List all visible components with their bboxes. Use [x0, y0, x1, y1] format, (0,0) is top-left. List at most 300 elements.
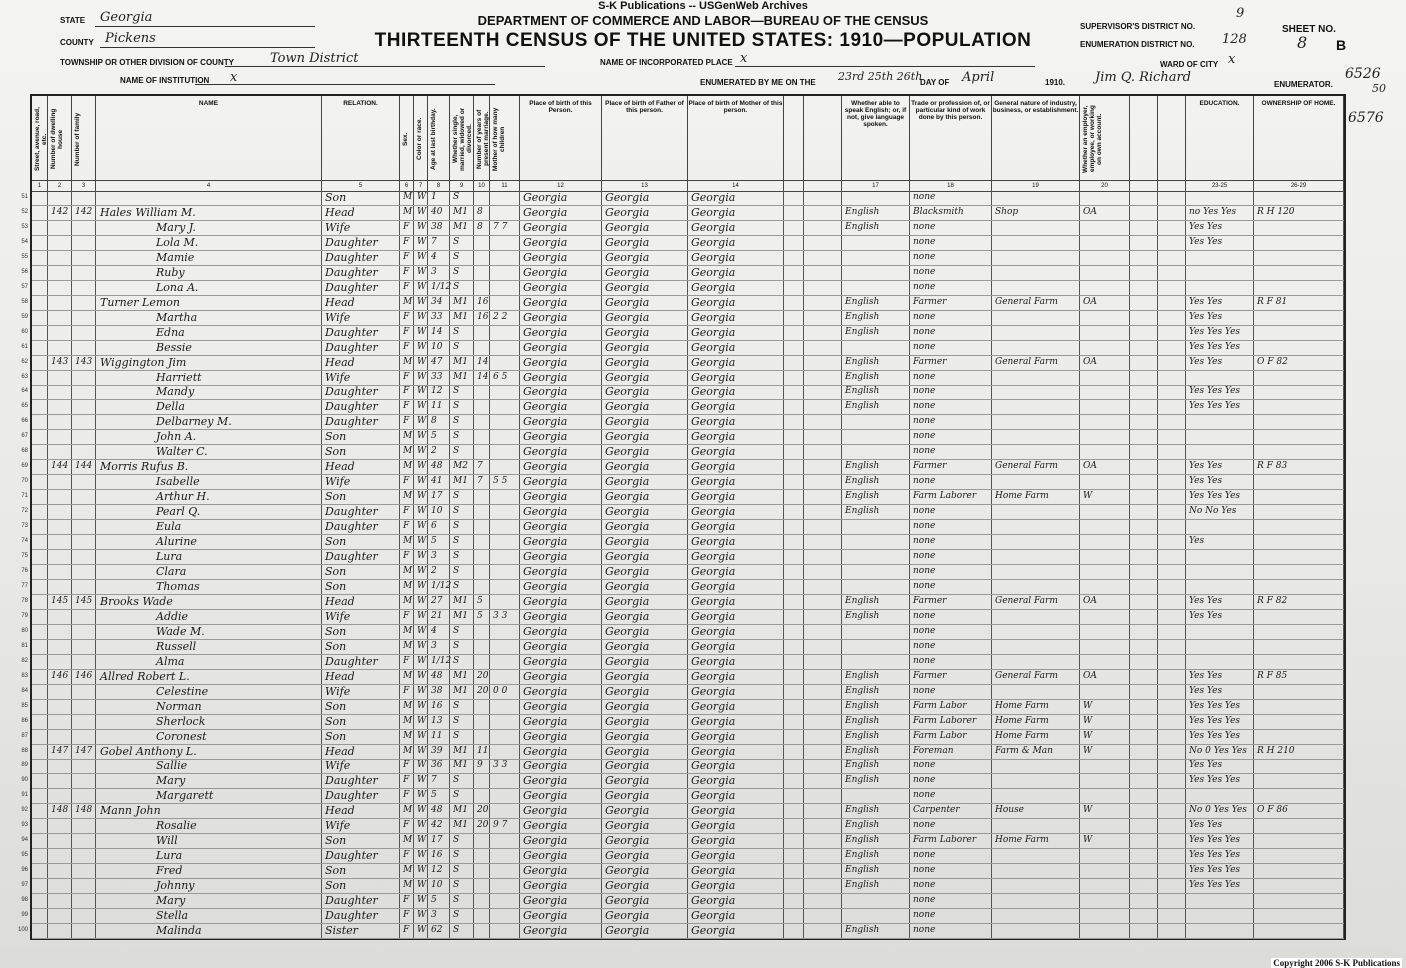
cell-family: [75, 758, 94, 773]
cell-sex: F: [403, 610, 410, 621]
cell-family: [75, 414, 94, 429]
cell-pob_father: Georgia: [605, 475, 650, 489]
cell-employer: [1083, 325, 1128, 340]
cell-dwelling: 143: [51, 356, 69, 367]
cell-age: 17: [431, 491, 443, 502]
cell-name: Mamie: [156, 250, 195, 264]
line-number: 88: [21, 747, 28, 754]
cell-race: W: [417, 311, 427, 322]
cell-years_married: [477, 340, 488, 355]
cell-employer: [1083, 534, 1128, 549]
cell-sex: M: [403, 192, 413, 202]
cell-age: 33: [431, 371, 443, 382]
cell-family: [75, 399, 94, 414]
cell-industry: [995, 220, 1078, 235]
cell-pob_mother: Georgia: [691, 819, 736, 833]
table-row: [21, 444, 1344, 460]
cell-children: [493, 340, 518, 355]
cell-industry: Home Farm: [995, 491, 1049, 502]
cell-pob_mother: Georgia: [691, 565, 736, 578]
cell-employer: [1083, 684, 1128, 699]
cell-name: Mary: [156, 774, 186, 788]
cell-pob_father: Georgia: [605, 370, 650, 384]
column-number: 5: [322, 180, 400, 192]
cell-industry: [995, 190, 1078, 205]
cell-industry: [995, 474, 1078, 489]
cell-relation: Son: [325, 879, 347, 893]
line-number: 93: [21, 822, 28, 829]
cell-marital: S: [453, 341, 460, 352]
table-row: [21, 818, 1344, 834]
cell-home: O F 82: [1257, 356, 1288, 367]
cell-race: W: [417, 236, 427, 247]
cell-home: [1257, 624, 1342, 639]
cell-trade: none: [913, 610, 936, 621]
cell-marital: S: [453, 251, 460, 262]
cell-race: W: [417, 745, 427, 756]
cell-age: 3: [431, 910, 437, 921]
cell-dwelling: [51, 429, 70, 444]
cell-pob_father: Georgia: [605, 430, 650, 444]
cell-pob_mother: Georgia: [691, 280, 736, 294]
column-label: Place of birth of Mother of this person.: [688, 100, 783, 114]
cell-pob_mother: Georgia: [691, 475, 736, 489]
cell-education: Yes Yes: [1189, 670, 1223, 681]
cell-name: Norman: [156, 699, 202, 713]
cell-pob_father: Georgia: [605, 490, 650, 504]
cell-home: [1257, 908, 1342, 923]
cell-industry: [995, 310, 1078, 325]
cell-children: [493, 893, 518, 908]
cell-dwelling: [51, 370, 70, 385]
cell-pob: Georgia: [523, 894, 568, 908]
line-number: 98: [21, 897, 28, 904]
cell-marital: S: [453, 491, 460, 502]
cell-industry: [995, 280, 1078, 295]
cell-employer: [1083, 863, 1128, 878]
cell-language: English: [845, 371, 880, 382]
cell-trade: none: [913, 281, 936, 292]
cell-children: [493, 624, 518, 639]
cell-home: [1257, 684, 1342, 699]
cell-pob_mother: Georgia: [691, 729, 736, 743]
line-number: 68: [21, 448, 28, 455]
cell-name: Alma: [156, 654, 185, 668]
cell-dwelling: [51, 384, 70, 399]
line-number: 86: [21, 717, 28, 724]
cell-language: English: [845, 880, 880, 891]
cell-name: Stella: [156, 909, 189, 923]
cell-marital: M1: [453, 371, 468, 382]
table-row: [21, 684, 1344, 700]
cell-sex: M: [403, 566, 413, 576]
cell-name: Bessie: [156, 340, 192, 354]
cell-home: [1257, 414, 1342, 429]
cell-marital: S: [453, 551, 460, 562]
table-row: [21, 624, 1344, 640]
cell-home: [1257, 519, 1342, 534]
cell-pob: Georgia: [523, 550, 568, 564]
cell-pob_father: Georgia: [605, 864, 650, 878]
cell-industry: [995, 908, 1078, 923]
column-header-industry: [992, 96, 1080, 180]
cell-trade: none: [913, 910, 936, 921]
cell-trade: none: [913, 386, 936, 397]
cell-trade: Farmer: [913, 595, 947, 606]
state-value: Georgia: [100, 10, 153, 25]
cell-pob_mother: Georgia: [691, 624, 736, 638]
cell-language: [845, 414, 908, 429]
cell-sex: F: [403, 551, 410, 562]
cell-pob_father: Georgia: [605, 699, 650, 713]
cell-home: [1257, 489, 1342, 504]
cell-trade: Blacksmith: [913, 206, 964, 217]
cell-relation: Daughter: [325, 415, 378, 429]
cell-relation: Daughter: [325, 774, 378, 788]
cell-children: [493, 205, 518, 220]
cell-years_married: [477, 923, 488, 938]
cell-trade: Farmer: [913, 356, 947, 367]
cell-years_married: [477, 265, 488, 280]
cell-home: R F 83: [1257, 461, 1288, 472]
supervisor-label: SUPERVISOR'S DISTRICT NO.: [1080, 22, 1196, 31]
cell-race: W: [417, 281, 427, 292]
cell-family: [75, 504, 94, 519]
cell-pob_father: Georgia: [605, 280, 650, 294]
cell-race: W: [417, 476, 427, 487]
cell-pob_father: Georgia: [605, 385, 650, 399]
table-row: [21, 639, 1344, 655]
cell-trade: none: [913, 401, 936, 412]
cell-name: Thomas: [156, 579, 200, 593]
line-number: 54: [21, 238, 28, 245]
line-number: 99: [21, 912, 28, 919]
cell-marital: S: [453, 910, 460, 921]
column-label: Trade or profession of, or particular kind of work done by this person.: [911, 100, 990, 121]
column-number: 2: [48, 180, 72, 192]
cell-race: W: [417, 221, 427, 232]
cell-pob_father: Georgia: [605, 250, 650, 264]
cell-sex: M: [403, 296, 413, 307]
cell-employer: [1083, 788, 1128, 803]
cell-employer: [1083, 564, 1128, 579]
cell-name: Celestine: [156, 684, 209, 698]
cell-dwelling: [51, 878, 70, 893]
cell-employer: [1083, 758, 1128, 773]
cell-relation: Head: [325, 205, 355, 219]
cell-education: Yes Yes Yes: [1189, 700, 1241, 711]
cell-employer: [1083, 773, 1128, 788]
cell-relation: Sister: [325, 924, 358, 938]
cell-education: Yes Yes: [1189, 236, 1223, 247]
cell-pob: Georgia: [523, 699, 568, 713]
cell-pob_mother: Georgia: [691, 340, 736, 354]
cell-employer: [1083, 414, 1128, 429]
cell-employer: W: [1083, 491, 1093, 502]
column-header-street: [32, 96, 48, 180]
cell-language: English: [845, 506, 880, 517]
cell-pob_mother: Georgia: [691, 295, 736, 309]
cell-education: Yes Yes Yes: [1189, 865, 1241, 876]
cell-industry: [995, 235, 1078, 250]
cell-home: [1257, 220, 1342, 235]
cell-education: Yes Yes Yes: [1189, 850, 1241, 861]
cell-pob: Georgia: [523, 909, 568, 923]
cell-race: W: [417, 192, 427, 202]
cell-sex: M: [403, 356, 413, 367]
cell-trade: Farmer: [913, 296, 947, 307]
cell-employer: OA: [1083, 461, 1097, 472]
cell-relation: Daughter: [325, 520, 378, 534]
line-number: 82: [21, 657, 28, 664]
cell-name: Johnny: [156, 879, 195, 893]
cell-age: 10: [431, 341, 443, 352]
cell-race: W: [417, 640, 427, 651]
day-of-label: DAY OF: [920, 78, 950, 87]
cell-education: No No Yes: [1189, 506, 1237, 517]
side-note-1: 6526: [1345, 66, 1381, 82]
cell-education: [1189, 265, 1252, 280]
column-label: Whether able to speak English; or, if not, give language spoken.: [844, 100, 907, 128]
cell-name: Clara: [156, 565, 187, 578]
cell-pob_father: Georgia: [605, 191, 650, 204]
cell-family: 142: [75, 206, 93, 217]
cell-pob_mother: Georgia: [691, 460, 736, 474]
department-heading: DEPARTMENT OF COMMERCE AND LABOR—BUREAU OF THE CENSUS: [477, 13, 929, 28]
column-number: 23-25: [1186, 180, 1254, 192]
cell-language: [845, 235, 908, 250]
cell-employer: W: [1083, 835, 1093, 846]
table-row: [21, 594, 1344, 610]
cell-language: [845, 579, 908, 594]
cell-age: 11: [431, 401, 443, 412]
line-number: 87: [21, 732, 28, 739]
column-header-sex: [400, 96, 414, 180]
cell-language: [845, 534, 908, 549]
cell-age: 17: [431, 835, 443, 846]
cell-pob_mother: Georgia: [691, 250, 736, 264]
cell-years_married: [477, 893, 488, 908]
cell-trade: Farm Laborer: [913, 491, 977, 502]
cell-trade: none: [913, 820, 936, 831]
cell-children: [493, 504, 518, 519]
cell-pob_mother: Georgia: [691, 744, 736, 758]
cell-race: W: [417, 655, 427, 666]
cell-sex: M: [403, 700, 413, 711]
cell-pob_father: Georgia: [605, 445, 650, 459]
cell-age: 39: [431, 745, 443, 756]
column-header-dwelling: [48, 96, 72, 180]
line-number: 57: [21, 283, 28, 290]
cell-race: W: [417, 296, 427, 307]
cell-years_married: 8: [477, 206, 483, 217]
enumerator-label: ENUMERATOR.: [1274, 80, 1333, 89]
cell-education: [1189, 549, 1252, 564]
cell-home: [1257, 534, 1342, 549]
cell-relation: Wife: [325, 475, 351, 489]
cell-industry: [995, 758, 1078, 773]
cell-pob_mother: Georgia: [691, 235, 736, 249]
cell-language: English: [845, 326, 880, 337]
cell-relation: Daughter: [325, 325, 378, 339]
cell-trade: none: [913, 925, 936, 936]
cell-name: Walter C.: [156, 445, 208, 459]
cell-trade: none: [913, 431, 936, 442]
cell-name: Lura: [156, 550, 183, 564]
line-number: 85: [21, 702, 28, 709]
cell-employer: W: [1083, 700, 1093, 711]
cell-trade: Farm Laborer: [913, 835, 977, 846]
cell-sex: M: [403, 446, 413, 457]
cell-pob: Georgia: [523, 355, 568, 369]
cell-language: [845, 340, 908, 355]
cell-family: [75, 684, 94, 699]
cell-employer: [1083, 848, 1128, 863]
cell-dwelling: [51, 624, 70, 639]
cell-years_married: [477, 579, 488, 594]
cell-name: Harriett: [156, 370, 202, 384]
cell-children: [493, 564, 518, 579]
cell-trade: none: [913, 895, 936, 906]
cell-pob: Georgia: [523, 191, 568, 204]
cell-marital: M1: [453, 670, 468, 681]
cell-race: W: [417, 356, 427, 367]
cell-language: [845, 190, 908, 205]
supervisor-value: 9: [1236, 6, 1245, 21]
cell-dwelling: [51, 250, 70, 265]
cell-relation: Daughter: [325, 385, 378, 399]
cell-education: [1189, 190, 1252, 205]
cell-years_married: [477, 399, 488, 414]
cell-sex: F: [403, 895, 410, 906]
cell-home: R H 210: [1257, 745, 1295, 756]
cell-employer: [1083, 579, 1128, 594]
cell-pob_mother: Georgia: [691, 669, 736, 683]
cell-family: [75, 729, 94, 744]
cell-race: W: [417, 925, 427, 936]
cell-children: [493, 295, 518, 310]
line-number: 83: [21, 672, 28, 679]
cell-language: English: [845, 461, 880, 472]
cell-trade: none: [913, 416, 936, 427]
column-header-home: [1254, 96, 1344, 180]
cell-marital: S: [453, 236, 460, 247]
cell-education: [1189, 639, 1252, 654]
cell-industry: General Farm: [995, 670, 1058, 681]
enumerated-label: ENUMERATED BY ME ON THE: [700, 78, 816, 87]
table-row: [21, 893, 1344, 909]
line-number: 56: [21, 268, 28, 275]
cell-education: Yes Yes: [1189, 760, 1223, 771]
column-header-pob_father: [602, 96, 688, 180]
column-label: Color or race.: [416, 117, 423, 161]
cell-dwelling: [51, 654, 70, 669]
cell-pob_mother: Georgia: [691, 684, 736, 698]
cell-name: Sallie: [156, 759, 188, 773]
cell-pob_mother: Georgia: [691, 639, 736, 653]
column-label: Number of years of present marriage.: [476, 109, 490, 169]
cell-marital: S: [453, 640, 460, 651]
cell-marital: M1: [453, 820, 468, 831]
column-number: 19: [992, 180, 1080, 192]
column-number: 26-29: [1254, 180, 1344, 192]
cell-age: 11: [431, 730, 443, 741]
cell-industry: [995, 399, 1078, 414]
cell-language: [845, 624, 908, 639]
cell-marital: S: [453, 655, 460, 666]
cell-pob: Georgia: [523, 849, 568, 863]
cell-trade: none: [913, 551, 936, 562]
cell-pob_father: Georgia: [605, 879, 650, 893]
cell-language: [845, 444, 908, 459]
cell-pob: Georgia: [523, 205, 568, 219]
column-header-trade: [910, 96, 992, 180]
cell-race: W: [417, 566, 427, 576]
cell-years_married: [477, 878, 488, 893]
line-number: 84: [21, 687, 28, 694]
cell-language: English: [845, 401, 880, 412]
table-row: [21, 609, 1344, 625]
cell-industry: [995, 534, 1078, 549]
cell-years_married: 7: [477, 476, 483, 487]
cell-pob: Georgia: [523, 445, 568, 459]
cell-education: Yes Yes Yes: [1189, 715, 1241, 726]
census-table: [17, 94, 1346, 940]
cell-marital: M1: [453, 296, 468, 307]
cell-pob_father: Georgia: [605, 639, 650, 653]
cell-home: [1257, 235, 1342, 250]
column-label: Sex.: [402, 132, 409, 146]
cell-pob_father: Georgia: [605, 849, 650, 863]
cell-age: 1: [431, 192, 437, 202]
cell-home: O F 86: [1257, 805, 1288, 816]
cell-dwelling: [51, 265, 70, 280]
cell-pob_father: Georgia: [605, 205, 650, 219]
cell-education: [1189, 579, 1252, 594]
cell-education: [1189, 893, 1252, 908]
cell-language: [845, 654, 908, 669]
table-row: [21, 788, 1344, 804]
cell-family: [75, 639, 94, 654]
cell-age: 3: [431, 640, 437, 651]
cell-marital: S: [453, 775, 460, 786]
cell-years_married: [477, 908, 488, 923]
cell-sex: F: [403, 910, 410, 921]
cell-race: W: [417, 910, 427, 921]
cell-language: English: [845, 925, 880, 936]
township-label: TOWNSHIP OR OTHER DIVISION OF COUNTY: [60, 58, 234, 67]
cell-marital: M1: [453, 311, 468, 322]
cell-trade: Farmer: [913, 670, 947, 681]
cell-relation: Son: [325, 565, 347, 578]
cell-children: [493, 459, 518, 474]
cell-language: [845, 639, 908, 654]
cell-pob_father: Georgia: [605, 340, 650, 354]
column-header-years_married: [474, 96, 490, 180]
cell-home: [1257, 729, 1342, 744]
cell-trade: none: [913, 476, 936, 487]
cell-home: [1257, 370, 1342, 385]
cell-sex: M: [403, 865, 413, 876]
cell-children: [493, 923, 518, 938]
cell-relation: Son: [325, 834, 347, 848]
cell-age: 1/12: [431, 580, 452, 591]
cell-family: [75, 250, 94, 265]
cell-language: [845, 549, 908, 564]
cell-education: no Yes Yes: [1189, 206, 1237, 217]
column-header-employer: [1080, 96, 1130, 180]
cell-sex: F: [403, 416, 410, 427]
